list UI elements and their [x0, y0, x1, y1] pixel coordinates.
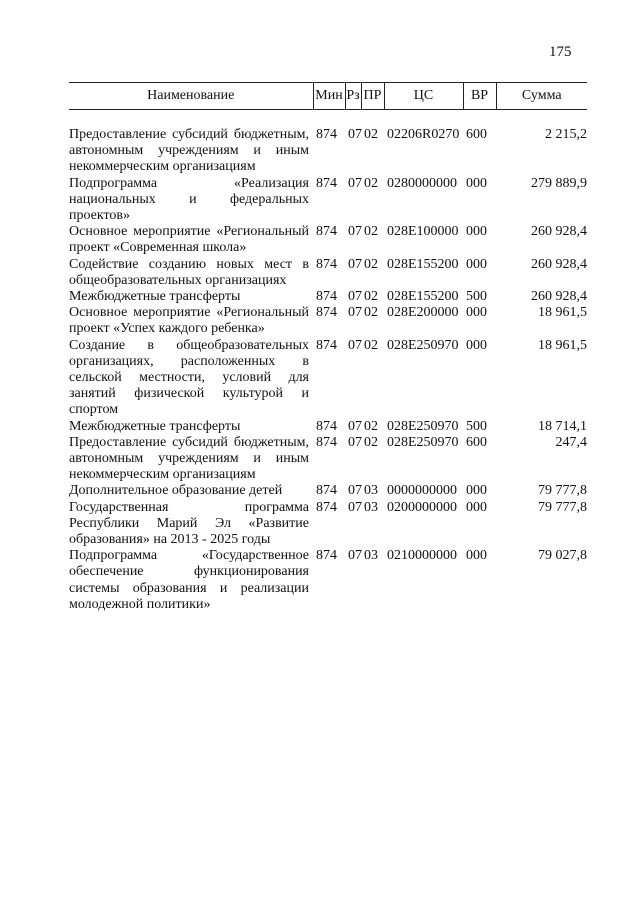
row-pr: 03 — [364, 499, 378, 515]
row-pr: 02 — [364, 434, 378, 450]
row-name: Предоставление субсидий бюджетным, автономным учреждениям и иным некоммерческим организациям — [69, 127, 309, 175]
table-row — [69, 500, 587, 549]
row-cs: 0000000000 — [387, 483, 457, 499]
row-cs: 028E200000 — [387, 305, 459, 321]
row-name: Предоставление субсидий бюджетным, автономным учреждениям и иным некоммерческим организациям — [69, 434, 309, 483]
header-rz: Рз — [345, 83, 361, 110]
row-sum: 260 928,4 — [531, 289, 587, 305]
row-sum: 79 027,8 — [538, 548, 587, 564]
row-name: Содействие созданию новых мест в общеобразовательных организациях — [69, 256, 309, 288]
row-pr: 03 — [364, 548, 378, 564]
row-cs: 028E250970 — [387, 434, 459, 450]
row-name: Подпрограмма «Реализация национальных и федеральных проектов» — [69, 175, 309, 224]
table-row — [69, 483, 587, 499]
row-min: 874 — [316, 418, 337, 434]
row-name: Основное мероприятие «Региональный проект «Современная школа» — [69, 224, 309, 256]
row-pr: 02 — [364, 418, 378, 434]
row-rz: 07 — [348, 305, 362, 321]
row-sum: 2 215,2 — [545, 127, 587, 142]
row-pr: 02 — [364, 305, 378, 321]
row-rz: 07 — [348, 337, 362, 353]
row-name: Основное мероприятие «Региональный проект «Успех каждого ребенка» — [69, 305, 309, 337]
row-rz: 07 — [348, 127, 362, 142]
header-min: Мин — [313, 83, 345, 110]
page-number: 175 — [549, 44, 572, 60]
row-cs: 028E100000 — [387, 224, 459, 240]
row-vr: 000 — [466, 224, 487, 240]
row-pr: 02 — [364, 256, 378, 272]
table-header-row — [69, 83, 587, 110]
table-row — [69, 338, 587, 419]
row-rz: 07 — [348, 434, 362, 450]
row-cs: 028E250970 — [387, 337, 459, 353]
row-rz: 07 — [348, 548, 362, 564]
table-row — [69, 127, 587, 176]
row-name: Создание в общеобразовательных организациях, расположенных в сельской местности, условий для занятий физической культурой и спортом — [69, 337, 309, 418]
row-rz: 07 — [348, 418, 362, 434]
budget-table — [69, 82, 587, 613]
row-name: Дополнительное образование детей — [69, 483, 283, 499]
row-min: 874 — [316, 483, 337, 499]
row-rz: 07 — [348, 483, 362, 499]
header-pr: ПР — [361, 83, 384, 110]
row-vr: 000 — [466, 499, 487, 515]
row-min: 874 — [316, 289, 337, 305]
table-row — [69, 305, 587, 337]
row-name: Межбюджетные трансферты — [69, 289, 241, 305]
row-cs: 028E155200 — [387, 256, 459, 272]
row-min: 874 — [316, 434, 337, 450]
row-min: 874 — [316, 175, 337, 191]
row-vr: 500 — [466, 289, 487, 305]
row-sum: 18 961,5 — [538, 305, 587, 321]
row-pr: 02 — [364, 337, 378, 353]
row-min: 874 — [316, 305, 337, 321]
row-pr: 02 — [364, 224, 378, 240]
row-vr: 000 — [466, 483, 487, 499]
row-pr: 03 — [364, 483, 378, 499]
row-pr: 02 — [364, 127, 378, 142]
table-row — [69, 257, 587, 289]
header-cs: ЦС — [384, 83, 463, 110]
row-min: 874 — [316, 337, 337, 353]
row-sum: 18 714,1 — [538, 418, 587, 434]
row-rz: 07 — [348, 499, 362, 515]
row-cs: 02206R0270 — [387, 127, 460, 142]
row-rz: 07 — [348, 175, 362, 191]
table-row — [69, 548, 587, 613]
row-cs: 0200000000 — [387, 499, 457, 515]
table-row — [69, 224, 587, 256]
row-sum: 260 928,4 — [531, 224, 587, 240]
table-row — [69, 435, 587, 484]
row-vr: 500 — [466, 418, 487, 434]
row-min: 874 — [316, 256, 337, 272]
row-cs: 0280000000 — [387, 175, 457, 191]
row-sum: 79 777,8 — [538, 499, 587, 515]
row-name: Межбюджетные трансферты — [69, 418, 241, 434]
table-row — [69, 419, 587, 435]
row-pr: 02 — [364, 175, 378, 191]
row-cs: 028E155200 — [387, 289, 459, 305]
table-body — [69, 110, 587, 614]
row-min: 874 — [316, 499, 337, 515]
row-pr: 02 — [364, 289, 378, 305]
row-sum: 79 777,8 — [538, 483, 587, 499]
header-name: Наименование — [69, 83, 313, 110]
row-vr: 000 — [466, 175, 487, 191]
row-vr: 000 — [466, 548, 487, 564]
row-vr: 600 — [466, 127, 487, 142]
header-vr: ВР — [463, 83, 496, 110]
header-spacer — [69, 110, 587, 128]
table-row — [69, 176, 587, 225]
row-name: Государственная программа Республики Марий Эл «Развитие образования» на 2013 - 2025 годы — [69, 499, 309, 548]
row-vr: 000 — [466, 337, 487, 353]
row-rz: 07 — [348, 224, 362, 240]
row-vr: 000 — [466, 305, 487, 321]
row-min: 874 — [316, 127, 337, 142]
row-cs: 028E250970 — [387, 418, 459, 434]
row-sum: 279 889,9 — [531, 175, 587, 191]
row-min: 874 — [316, 548, 337, 564]
row-vr: 600 — [466, 434, 487, 450]
row-vr: 000 — [466, 256, 487, 272]
header-sum: Сумма — [496, 83, 587, 110]
row-sum: 18 961,5 — [538, 337, 587, 353]
row-sum: 247,4 — [555, 434, 587, 450]
row-rz: 07 — [348, 256, 362, 272]
row-name: Подпрограмма «Государственное обеспечение функционирования системы образования и реализации молодежной политики» — [69, 548, 309, 612]
table-row — [69, 289, 587, 305]
row-rz: 07 — [348, 289, 362, 305]
row-cs: 0210000000 — [387, 548, 457, 564]
row-min: 874 — [316, 224, 337, 240]
row-sum: 260 928,4 — [531, 256, 587, 272]
